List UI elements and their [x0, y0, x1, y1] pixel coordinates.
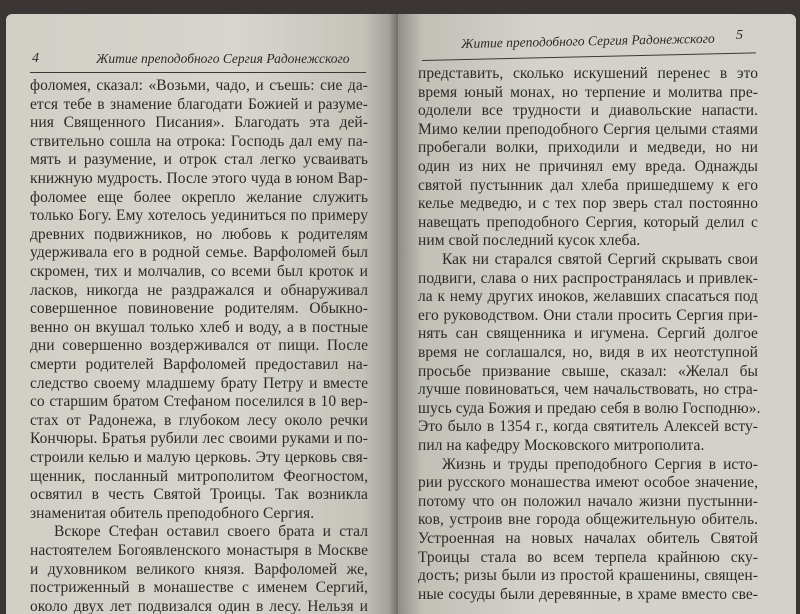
text-line: Жизнь и труды преподобного Сергия в исто-: [442, 455, 758, 473]
text-line: мять и разумение, и отрок стал легко усваивать: [30, 151, 368, 169]
text-line: дость; ризы были из простой крашенины, священ-: [418, 567, 758, 585]
text-line: подвиги, слава о них распространялась и привлек-: [418, 269, 758, 287]
text-line: знаменитая обитель преподобного Сергия.: [30, 504, 315, 522]
text-line: келье медведю, и с тех пор зверь стал постоянно: [418, 195, 758, 213]
text-line: один из них не причинял ему вреда. Однажды: [418, 158, 758, 175]
text-line: Мимо келии преподобного Сергия целыми стаями: [418, 120, 758, 138]
text-line: ния Священного Писания». Благодать эта дей-: [30, 114, 368, 132]
text-line: ласков, никогда не раздражался и обнаруживал: [30, 281, 368, 299]
text-line: одолели все трудности и диавольские напасти.: [418, 102, 758, 120]
text-line: настоятелем Богоявленского монастыря в Москве: [30, 542, 368, 559]
right-page: [398, 14, 796, 614]
text-line: пробегали волки, приходили и медведи, но ни: [418, 139, 758, 157]
text-line: только Богу. Ему хотелось уединиться по примеру: [30, 207, 368, 225]
text-line: дни совершенно воздерживался от пищи. После: [30, 337, 368, 355]
text-line: со старшим братом Стефаном поселился в 10 вер-: [30, 393, 368, 411]
text-line: Кончюры. Братья рубили лес своими руками и по-: [30, 430, 368, 448]
page-number: 5: [736, 28, 743, 43]
text-line: ные сосуды были деревянные, в храме вместо све-: [418, 585, 758, 603]
text-line: ним свой последний кусок хлеба.: [418, 232, 641, 250]
running-title: Житие преподобного Сергия Радонежского: [96, 51, 350, 66]
text-line: Устроенная на новых началах обитель Святой: [418, 530, 758, 547]
header-rule: [30, 72, 366, 73]
text-line: и духовником великого князя. Варфоломей же,: [30, 560, 368, 578]
text-line: Как ни старался святой Сергий скрывать свои: [442, 251, 758, 268]
text-line: ется тебе в знамение благодати Божией и разуме-: [30, 95, 368, 113]
text-line: его руководством. Они стали просить Сергия при-: [418, 306, 758, 324]
text-line: следство своему младшему брату Петру и вместе: [30, 374, 368, 392]
text-line: постриженный в монашестве с именем Сергий,: [30, 579, 368, 597]
text-line: шусь суда Божия и предаю себя в волю Господню».: [418, 399, 761, 417]
text-line: время не соглашался, но, видя в их неотступной: [418, 344, 758, 361]
text-line: книжную мудрость. После этого чуда в юном Вар-: [30, 170, 368, 187]
text-line: святой пустынник дал хлеба пришедшему к его: [418, 176, 758, 194]
text-line: лучше повиноваться, чем начальствовать, но стра-: [418, 381, 758, 399]
text-line: Троицы стала во всем терпела крайнюю ску-: [418, 548, 758, 566]
header-rule: [422, 52, 756, 61]
text-line: строили келью и малую церковь. Эту церковь свя-: [30, 449, 368, 466]
text-line: удерживала его в родной семье. Варфоломей был: [30, 244, 368, 262]
text-line: ков, устроив вне города общежительную обитель.: [418, 511, 758, 529]
text-line: ствительно сошла на отрока: Господь дал ему па-: [30, 132, 368, 150]
text-line: просьбе призвание свыше, сказал: «Желал бы: [418, 362, 758, 380]
text-line: щенник, посланный митрополитом Феогностом,: [30, 467, 368, 485]
text-line: ла к нему других иноков, желавших спасаться под: [418, 288, 758, 306]
text-line: около двух лет подвизался один в лесу. Нельзя и: [30, 597, 368, 614]
text-line: фоломее еще более окрепло желание служить: [30, 188, 368, 206]
text-line: рии русского монашества имеют особое значение,: [418, 474, 758, 492]
text-line: древних подвижников, но любовь к родителям: [30, 225, 368, 243]
text-line: представить, сколько искушений перенес в это: [418, 65, 758, 82]
text-line: смерти родителей Варфоломей предоставил на-: [30, 356, 368, 373]
text-line: Вскоре Стефан оставил своего брата и стал: [54, 523, 368, 541]
text-line: стах от Радонежа, в глубоком лесу около речки: [30, 411, 368, 429]
text-line: освятил в честь Святой Троицы. Так возникла: [30, 486, 368, 504]
text-line: нять сан священника и игумена. Сергий долгое: [418, 325, 758, 343]
text-line: фоломея, сказал: «Возьми, чадо, и съешь: сие да-: [30, 77, 368, 94]
text-line: время юный монах, но терпение и молитва пре-: [418, 83, 758, 101]
left-page: [6, 14, 394, 614]
page-number: 4: [32, 51, 39, 66]
text-line: навещать преподобного Сергия, который делил с: [418, 213, 758, 231]
text-line: пил на кафедру Московского митрополита.: [418, 437, 705, 454]
text-line: потому что он положил начало жизни пустынни-: [418, 492, 758, 510]
text-line: Это было в 1354 г., когда святитель Алексей всту-: [418, 418, 758, 436]
text-line: скромен, тих и молчалив, со всеми был кроток и: [30, 263, 368, 280]
running-title: Житие преподобного Сергия Радонежского: [461, 30, 715, 51]
text-line: совершенное повиновение родителям. Обыкно-: [30, 300, 368, 318]
text-line: венно он вкушал только хлеб и воду, а в постные: [30, 318, 368, 336]
